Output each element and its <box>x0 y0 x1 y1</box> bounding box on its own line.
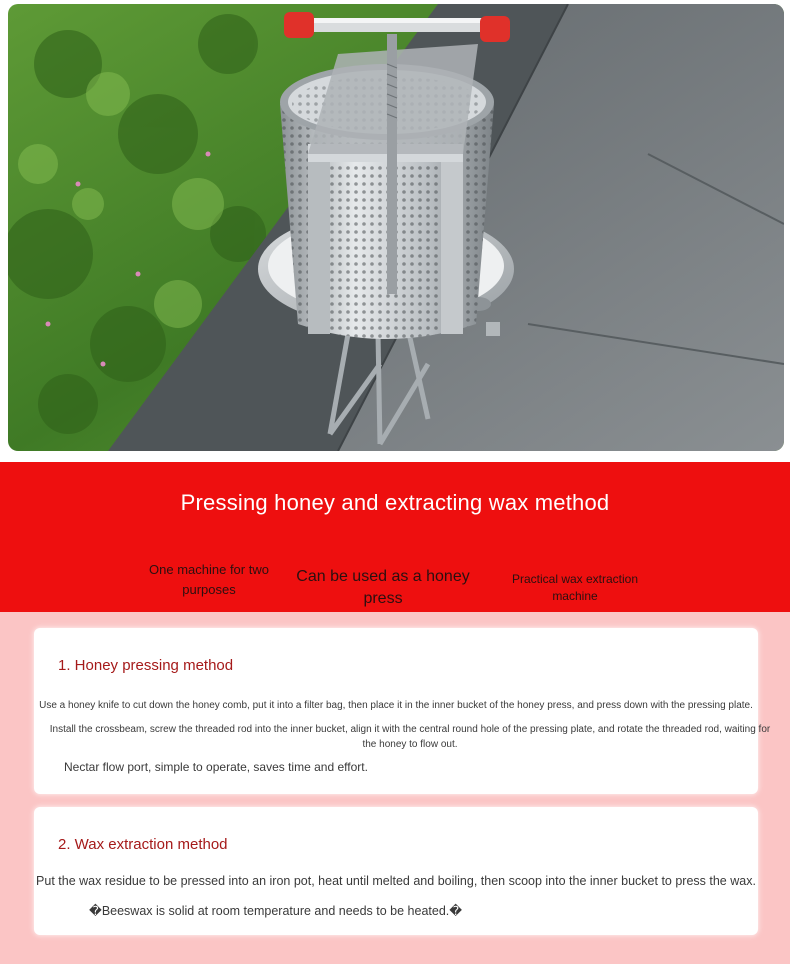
card-text: Use a honey knife to cut down the honey comb, put it into a filter bag, then place it in the inner bucket of the honey press, and press down with the pressing plate. <box>39 700 753 711</box>
honey-pressing-card <box>34 628 771 794</box>
card-text: Put the wax residue to be pressed into an iron pot, heat until melted and boiling, then scoop into the inner bucket to press the wax. <box>36 874 756 888</box>
feature-tag-two-purposes: One machine for two purposes <box>149 562 269 597</box>
banner-title: Pressing honey and extracting wax method <box>180 490 610 515</box>
honey-press-image <box>8 4 784 451</box>
card-text: Nectar flow port, simple to operate, saves time and effort. <box>64 760 368 774</box>
card-heading: 1. Honey pressing method <box>58 657 234 674</box>
card-text: �Beeswax is solid at room temperature and needs to be heated.� <box>89 904 463 918</box>
feature-tag-honey-press: Can be used as a honey press <box>296 568 470 607</box>
card-text: Install the crossbeam, screw the threaded rod into the inner bucket, align it with the central round hole of the pressing plate, and rotate the threaded rod, waiting for the honey to flow out. <box>49 724 771 750</box>
title-banner <box>0 462 790 612</box>
product-photo <box>8 4 784 451</box>
method-section <box>0 612 790 964</box>
wax-extraction-card <box>34 807 758 935</box>
feature-tag-wax-extraction: Practical wax extraction machine <box>511 572 639 603</box>
card-heading: 2. Wax extraction method <box>58 836 228 853</box>
